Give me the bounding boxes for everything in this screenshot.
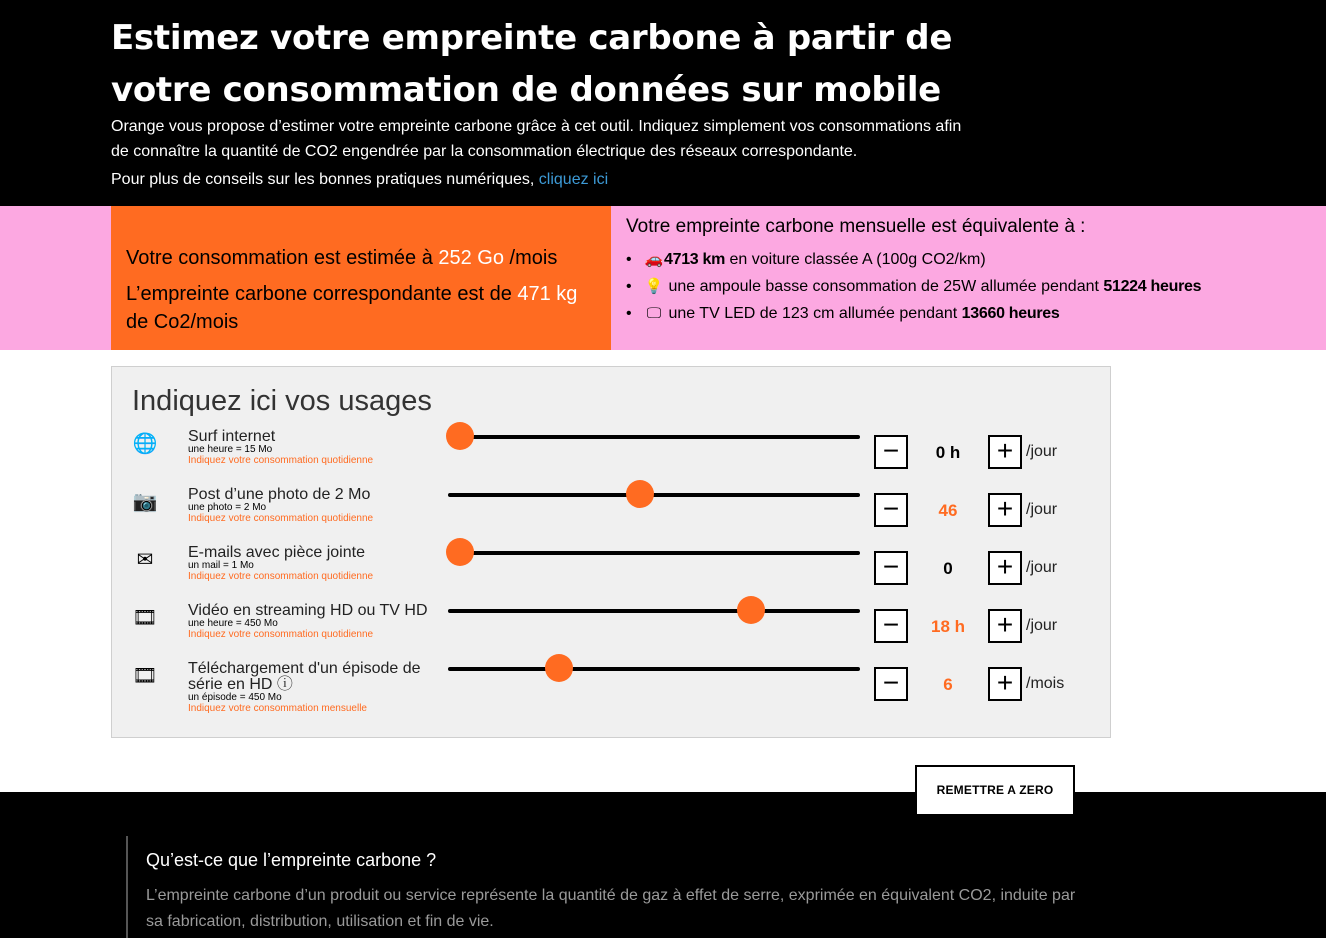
increment-button[interactable]: + [988, 435, 1022, 469]
usage-slider-track[interactable] [448, 667, 860, 671]
decrement-button[interactable]: − [874, 493, 908, 527]
car-km-value: 4713 km [664, 251, 726, 268]
film-icon: 🎞 [132, 665, 158, 687]
usage-label-text: Téléchargement d'un épisode de série en HD ⓘ [188, 660, 421, 693]
equivalents-title: Votre empreinte carbone mensuelle est équivalente à : [626, 216, 1086, 237]
usage-slider-thumb[interactable] [626, 480, 654, 508]
info-footer [0, 792, 1326, 938]
usage-slider-thumb[interactable] [446, 538, 474, 566]
usage-hint: Indiquez votre consommation quotidienne [188, 571, 374, 582]
usage-title: Indiquez ici vos usages [132, 385, 432, 417]
tv-text: une TV LED de 123 cm allumée pendant [664, 305, 962, 322]
consumption-estimate-prefix: Votre consommation est estimée à [126, 247, 439, 269]
usage-slider-thumb[interactable] [545, 654, 573, 682]
usage-label [188, 429, 448, 467]
hero-banner [0, 0, 1326, 206]
bulb-text: une ampoule basse consommation de 25W allumée pendant [664, 278, 1104, 295]
usage-value: 6 [943, 675, 953, 694]
decrement-button[interactable]: − [874, 435, 908, 469]
increment-button[interactable]: + [988, 551, 1022, 585]
equivalent-tv [626, 300, 1266, 327]
decrement-button[interactable]: − [874, 609, 908, 643]
usage-label-text: Vidéo en streaming HD ou TV HD [188, 602, 428, 619]
usage-slider-track[interactable] [448, 493, 860, 497]
results-band [0, 206, 1326, 350]
usage-unit: /jour [1026, 617, 1058, 634]
instagram-icon: 📷 [132, 491, 158, 513]
reset-button[interactable]: REMETTRE A ZERO [915, 765, 1075, 816]
envelope-icon: ✉ [136, 549, 154, 571]
usage-unit: /mois [1026, 675, 1065, 692]
usage-value: 46 [938, 501, 958, 520]
usage-subtext: un mail = 1 Mo [188, 560, 254, 571]
usage-value: 0 [943, 559, 953, 578]
tv-icon: 🖵 [646, 305, 662, 322]
usage-slider-track[interactable] [448, 609, 860, 613]
usage-hint: Indiquez votre consommation mensuelle [188, 703, 367, 714]
usage-subtext: une photo = 2 Mo [188, 502, 267, 513]
usage-subtext: un épisode = 450 Mo [188, 692, 282, 703]
consumption-estimate-suffix: /mois [503, 247, 558, 269]
bulb-hours-value: 51224 heures [1103, 278, 1202, 295]
equivalents-list [626, 246, 1266, 327]
usage-label [188, 603, 448, 641]
usage-label [188, 661, 448, 715]
advice-link[interactable]: cliquez ici [538, 171, 609, 188]
usage-value: 0 h [935, 443, 961, 462]
carbon-footprint-prefix: L’empreinte carbone correspondante est de [126, 283, 518, 305]
usage-row-surf [112, 429, 1112, 487]
usage-slider-track[interactable] [448, 435, 860, 439]
film-icon: 🎞 [132, 607, 158, 629]
footer-text: L’empreinte carbone d’un produit ou service représente la quantité de gaz à effet de serre, exprimée en équivalent CO2, induite par sa fabrication, distribution, utilisation et fin de vie. [146, 887, 1076, 930]
car-text: en voiture classée A (100g CO2/km) [725, 251, 986, 268]
usage-label-text: Post d’une photo de 2 Mo [188, 486, 371, 503]
usage-row-streaming [112, 603, 1112, 661]
carbon-footprint [126, 280, 596, 336]
equivalent-bulb [626, 273, 1266, 300]
usage-unit: /jour [1026, 501, 1058, 518]
advice-label: Pour plus de conseils sur les bonnes pratiques numériques, [111, 171, 539, 188]
decrement-button[interactable]: − [874, 667, 908, 701]
increment-button[interactable]: + [988, 609, 1022, 643]
car-icon: 🚗 [644, 251, 664, 268]
footer-divider [126, 836, 128, 938]
usage-row-download [112, 661, 1112, 719]
consumption-estimate [126, 244, 596, 272]
usage-hint: Indiquez votre consommation quotidienne [188, 455, 374, 466]
usage-panel [111, 366, 1111, 738]
usage-hint: Indiquez votre consommation quotidienne [188, 513, 374, 524]
increment-button[interactable]: + [988, 493, 1022, 527]
consumption-value: 252 Go [438, 247, 504, 269]
equivalent-car [626, 246, 1266, 273]
usage-value: 18 h [930, 617, 966, 636]
advice-text [111, 169, 608, 191]
consumption-summary [111, 206, 611, 350]
footer-title: Qu’est-ce que l’empreinte carbone ? [146, 850, 437, 870]
usage-slider-thumb[interactable] [737, 596, 765, 624]
usage-label [188, 487, 448, 525]
usage-subtext: une heure = 15 Mo [188, 444, 273, 455]
usage-unit: /jour [1026, 559, 1058, 576]
globe-icon: 🌐 [132, 433, 158, 455]
carbon-footprint-suffix: de Co2/mois [126, 311, 239, 333]
increment-button[interactable]: + [988, 667, 1022, 701]
intro-text: Orange vous propose d’estimer votre empreinte carbone grâce à cet outil. Indiquez simplement vos consommations afin de connaître la quantité de CO2 engendrée par la consommation électrique des réseaux correspondante. [111, 118, 962, 160]
usage-hint: Indiquez votre consommation quotidienne [188, 629, 374, 640]
tv-hours-value: 13660 heures [961, 305, 1060, 322]
equivalents-panel [626, 214, 1266, 327]
usage-label-text: E-mails avec pièce jointe [188, 544, 365, 561]
usage-row-email [112, 545, 1112, 603]
decrement-button[interactable]: − [874, 551, 908, 585]
usage-unit: /jour [1026, 443, 1058, 460]
lightbulb-icon: 💡 [644, 278, 664, 295]
usage-label-text: Surf internet [188, 428, 276, 445]
usage-slider-thumb[interactable] [446, 422, 474, 450]
usage-slider-track[interactable] [448, 551, 860, 555]
usage-subtext: une heure = 450 Mo [188, 618, 278, 629]
usage-row-photo [112, 487, 1112, 545]
usage-label [188, 545, 448, 583]
page-title: Estimez votre empreinte carbone à partir de votre consommation de données sur mobile [111, 18, 953, 110]
carbon-value: 471 kg [517, 283, 578, 305]
